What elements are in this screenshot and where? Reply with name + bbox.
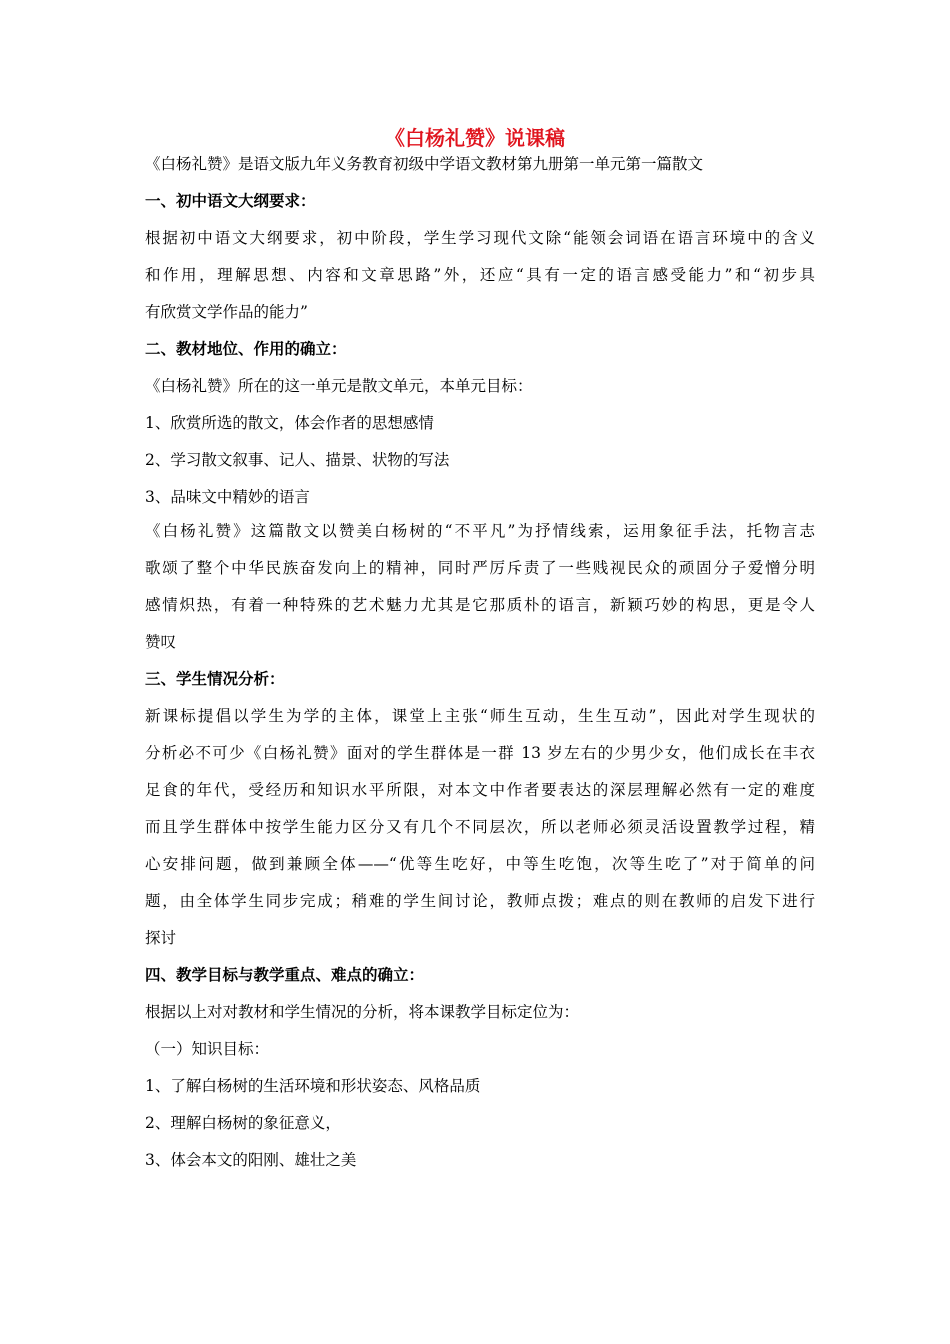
- section2-line: 歌颂了整个中华民族奋发向上的精神，同时严厉斥责了一些贱视民众的顽固分子爱憎分明: [145, 559, 815, 577]
- section1-line: 和作用，理解思想、内容和文章思路”外，还应“具有一定的语言感受能力”和“初步具: [145, 266, 815, 284]
- section3-line: 心安排问题，做到兼顾全体——“优等生吃好，中等生吃饱，次等生吃了”对于简单的问: [145, 855, 815, 873]
- section4-intro: 根据以上对对教材和学生情况的分析，将本课教学目标定位为：: [145, 1003, 580, 1021]
- section4-subheading: （一）知识目标：: [145, 1040, 270, 1058]
- section2-line: 《白杨礼赞》这篇散文以赞美白杨树的“不平凡”为抒情线索，运用象征手法，托物言志: [145, 522, 815, 540]
- section4-item: 2、理解白杨树的象征意义，: [145, 1114, 341, 1132]
- section2-goal: 3、品味文中精妙的语言: [145, 488, 310, 506]
- section1-line: 有欣赏文学作品的能力”: [145, 303, 308, 321]
- section3-line: 分析必不可少《白杨礼赞》面对的学生群体是一群 13 岁左右的少男少女，他们成长在丰衣: [145, 744, 815, 762]
- section3-line: 新课标提倡以学生为学的主体，课堂上主张“师生互动，生生互动”，因此对学生现状的: [145, 707, 815, 725]
- section4-item: 3、体会本文的阳刚、雄壮之美: [145, 1151, 357, 1169]
- section4-heading: 四、教学目标与教学重点、难点的确立：: [145, 966, 425, 984]
- document-title: 《白杨礼赞》说课稿: [385, 126, 565, 150]
- section2-line: 感情炽热，有着一种特殊的艺术魅力尤其是它那质朴的语言，新颖巧妙的构思，更是令人: [145, 596, 815, 614]
- section2-line: 赞叹: [145, 633, 177, 651]
- section3-line: 题，由全体学生同步完成；稍难的学生间讨论，教师点拨；难点的则在教师的启发下进行: [145, 892, 815, 910]
- section3-heading: 三、学生情况分析：: [145, 670, 285, 688]
- section3-line: 足食的年代，受经历和知识水平所限，对本文中作者要表达的深层理解必然有一定的难度: [145, 781, 815, 799]
- section2-goal: 1、欣赏所选的散文，体会作者的思想感情: [145, 414, 434, 432]
- section2-goal: 2、学习散文叙事、记人、描景、状物的写法: [145, 451, 450, 469]
- section4-item: 1、了解白杨树的生活环境和形状姿态、风格品质: [145, 1077, 481, 1095]
- section3-line: 探讨: [145, 929, 177, 947]
- section1-heading: 一、初中语文大纲要求：: [145, 192, 316, 210]
- section1-line: 根据初中语文大纲要求，初中阶段，学生学习现代文除“能领会词语在语言环境中的含义: [145, 229, 815, 247]
- section2-heading: 二、教材地位、作用的确立：: [145, 340, 347, 358]
- section3-line: 而且学生群体中按学生能力区分又有几个不同层次，所以老师必须灵活设置教学过程，精: [145, 818, 815, 836]
- section2-unit-intro: 《白杨礼赞》所在的这一单元是散文单元，本单元目标：: [145, 377, 533, 395]
- intro-paragraph: 《白杨礼赞》是语文版九年义务教育初级中学语文教材第九册第一单元第一篇散文: [145, 155, 704, 173]
